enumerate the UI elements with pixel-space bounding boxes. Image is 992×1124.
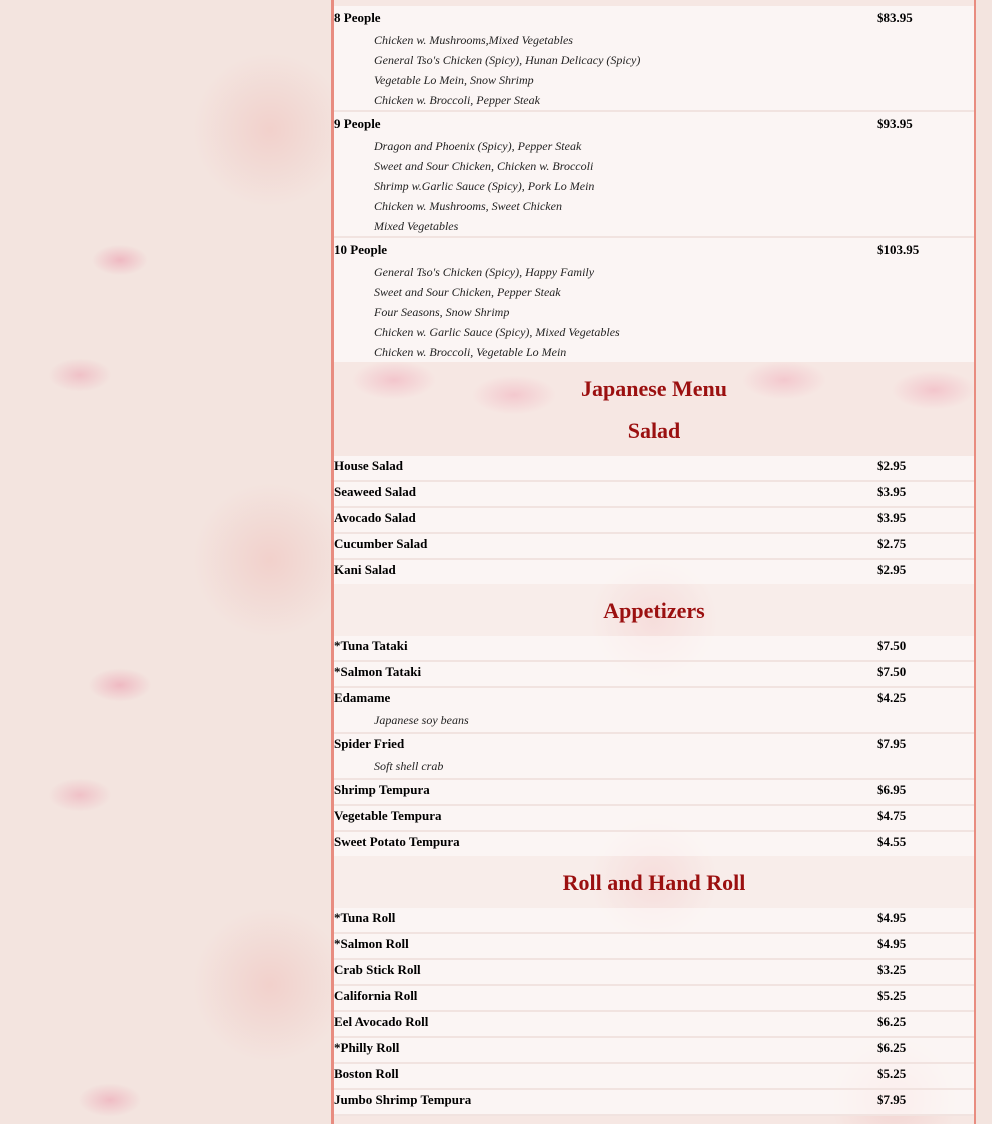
- item-price: $2.75: [877, 536, 907, 551]
- menu-item-row: [334, 780, 974, 806]
- item-description: Four Seasons, Snow Shrimp: [374, 305, 510, 319]
- item-name: *Philly Roll: [334, 1040, 400, 1055]
- item-name: 8 People: [334, 10, 381, 25]
- menu-item-row: [334, 456, 974, 482]
- item-price: $4.75: [877, 808, 907, 823]
- item-price: $2.95: [877, 458, 907, 473]
- menu-item-row: [334, 482, 974, 508]
- menu-item-row: [334, 534, 974, 560]
- item-description: General Tso's Chicken (Spicy), Hunan Delicacy (Spicy): [374, 53, 641, 67]
- salad-heading: Salad: [627, 418, 681, 443]
- family-dinner-row: [334, 112, 974, 238]
- left-decorative-background: [0, 0, 331, 1124]
- item-name: Kani Salad: [334, 562, 396, 577]
- menu-item-row: [334, 986, 974, 1012]
- item-price: $7.50: [877, 664, 907, 679]
- item-name: Jumbo Shrimp Tempura: [334, 1092, 472, 1107]
- item-name: Crab Stick Roll: [334, 962, 421, 977]
- item-name: *Tuna Tataki: [334, 638, 408, 653]
- item-name: Edamame: [334, 690, 391, 705]
- item-name: California Roll: [334, 988, 418, 1003]
- menu-item-row: [334, 1012, 974, 1038]
- menu-item-row: [334, 934, 974, 960]
- item-description: Japanese soy beans: [374, 713, 469, 727]
- item-price: $6.95: [877, 782, 907, 797]
- item-name: *Tuna Roll: [334, 910, 396, 925]
- appetizers-heading: Appetizers: [603, 598, 705, 623]
- menu-item-row: [334, 734, 974, 780]
- item-price: $2.95: [877, 562, 907, 577]
- item-description: General Tso's Chicken (Spicy), Happy Family: [374, 265, 595, 279]
- menu-item-row: [334, 560, 974, 584]
- item-price: $103.95: [877, 242, 920, 257]
- item-description: Soft shell crab: [374, 759, 444, 773]
- item-description: Sweet and Sour Chicken, Pepper Steak: [374, 285, 561, 299]
- item-price: $4.95: [877, 936, 907, 951]
- item-description: Vegetable Lo Mein, Snow Shrimp: [374, 73, 534, 87]
- item-name: Spider Fried: [334, 736, 405, 751]
- item-price: $4.95: [877, 910, 907, 925]
- item-name: Avocado Salad: [334, 510, 416, 525]
- item-price: $7.50: [877, 638, 907, 653]
- item-price: $3.95: [877, 484, 907, 499]
- item-name: House Salad: [334, 458, 403, 473]
- menu-content: [334, 0, 974, 1124]
- item-price: $6.25: [877, 1014, 907, 1029]
- item-price: $6.25: [877, 1040, 907, 1055]
- item-name: Sweet Potato Tempura: [334, 834, 460, 849]
- item-price: $3.25: [877, 962, 907, 977]
- item-description: Chicken w. Broccoli, Vegetable Lo Mein: [374, 345, 567, 359]
- item-description: Sweet and Sour Chicken, Chicken w. Broccoli: [374, 159, 594, 173]
- menu-item-row: [334, 662, 974, 688]
- item-name: 9 People: [334, 116, 381, 131]
- item-price: $83.95: [877, 10, 913, 25]
- item-description: Mixed Vegetables: [374, 219, 459, 233]
- menu-item-row: [334, 1064, 974, 1090]
- item-name: Cucumber Salad: [334, 536, 428, 551]
- item-description: Chicken w. Mushrooms, Sweet Chicken: [374, 199, 562, 213]
- japanese-menu-heading: Japanese Menu: [580, 376, 728, 401]
- family-dinner-row: [334, 238, 974, 362]
- menu-item-row: [334, 806, 974, 832]
- item-price: $4.25: [877, 690, 907, 705]
- item-name: Eel Avocado Roll: [334, 1014, 429, 1029]
- item-price: $3.95: [877, 510, 907, 525]
- menu-item-row: [334, 688, 974, 734]
- item-description: Chicken w. Broccoli, Pepper Steak: [374, 93, 540, 107]
- menu-item-row: [334, 1090, 974, 1116]
- item-name: 10 People: [334, 242, 388, 257]
- family-dinner-row: [334, 6, 974, 112]
- item-name: *Salmon Roll: [334, 936, 409, 951]
- item-name: *Salmon Tataki: [334, 664, 422, 679]
- item-name: Vegetable Tempura: [334, 808, 442, 823]
- item-price: $7.95: [877, 1092, 907, 1107]
- item-description: Chicken w. Mushrooms,Mixed Vegetables: [374, 33, 573, 47]
- menu-item-row: [334, 636, 974, 662]
- menu-item-row: [334, 508, 974, 534]
- menu-item-row: [334, 908, 974, 934]
- item-name: Boston Roll: [334, 1066, 399, 1081]
- item-description: Chicken w. Garlic Sauce (Spicy), Mixed Vegetables: [374, 325, 620, 339]
- item-description: Shrimp w.Garlic Sauce (Spicy), Pork Lo Mein: [374, 179, 595, 193]
- item-price: $4.55: [877, 834, 907, 849]
- rolls-heading: Roll and Hand Roll: [562, 870, 746, 895]
- menu-item-row: [334, 960, 974, 986]
- item-name: Shrimp Tempura: [334, 782, 430, 797]
- item-name: Seaweed Salad: [334, 484, 416, 499]
- item-price: $93.95: [877, 116, 913, 131]
- menu-item-row: [334, 832, 974, 856]
- menu-item-row: [334, 1038, 974, 1064]
- item-description: Dragon and Phoenix (Spicy), Pepper Steak: [374, 139, 582, 153]
- item-price: $5.25: [877, 1066, 907, 1081]
- item-price: $5.25: [877, 988, 907, 1003]
- item-price: $7.95: [877, 736, 907, 751]
